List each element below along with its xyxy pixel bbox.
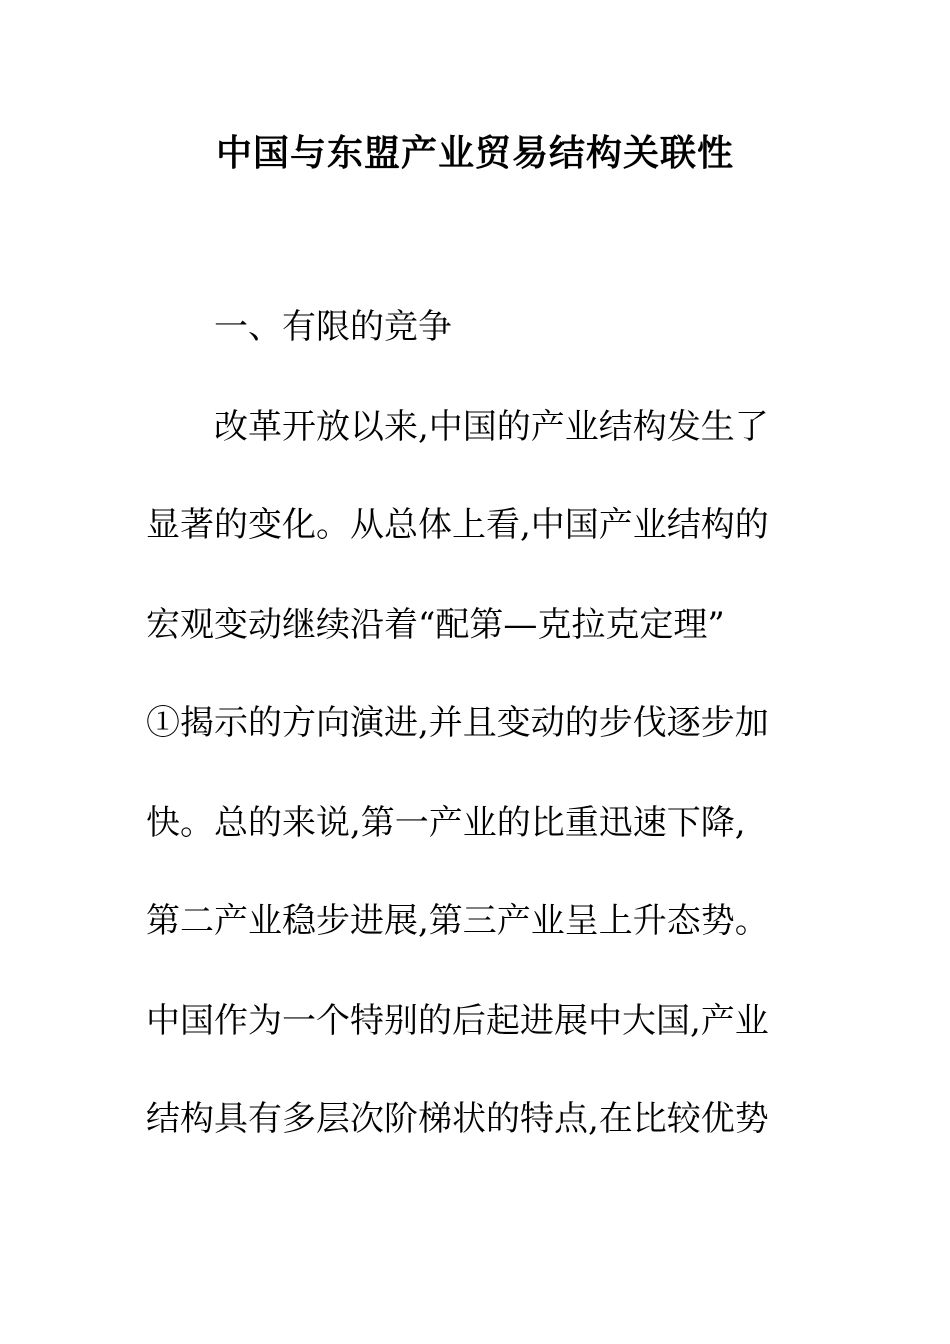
paragraph-line: ①揭示的方向演进,并且变动的步伐逐步加 [146, 703, 769, 743]
paragraph-line: 第二产业稳步进展,第三产业呈上升态势。 [146, 901, 769, 941]
paragraph-line: 中国作为一个特别的后起进展中大国,产业 [146, 1001, 769, 1041]
paragraph-line: 改革开放以来,中国的产业结构发生了 [214, 407, 769, 447]
section-heading: 一、有限的竞争 [214, 307, 452, 347]
document-title: 中国与东盟产业贸易结构关联性 [215, 132, 734, 174]
paragraph-line: 宏观变动继续沿着“配第—克拉克定理” [146, 605, 725, 645]
paragraph-line: 快。总的来说,第一产业的比重迅速下降, [146, 803, 746, 843]
paragraph-line: 显著的变化。从总体上看,中国产业结构的 [146, 505, 769, 545]
paragraph-line: 结构具有多层次阶梯状的特点,在比较优势 [146, 1099, 769, 1139]
